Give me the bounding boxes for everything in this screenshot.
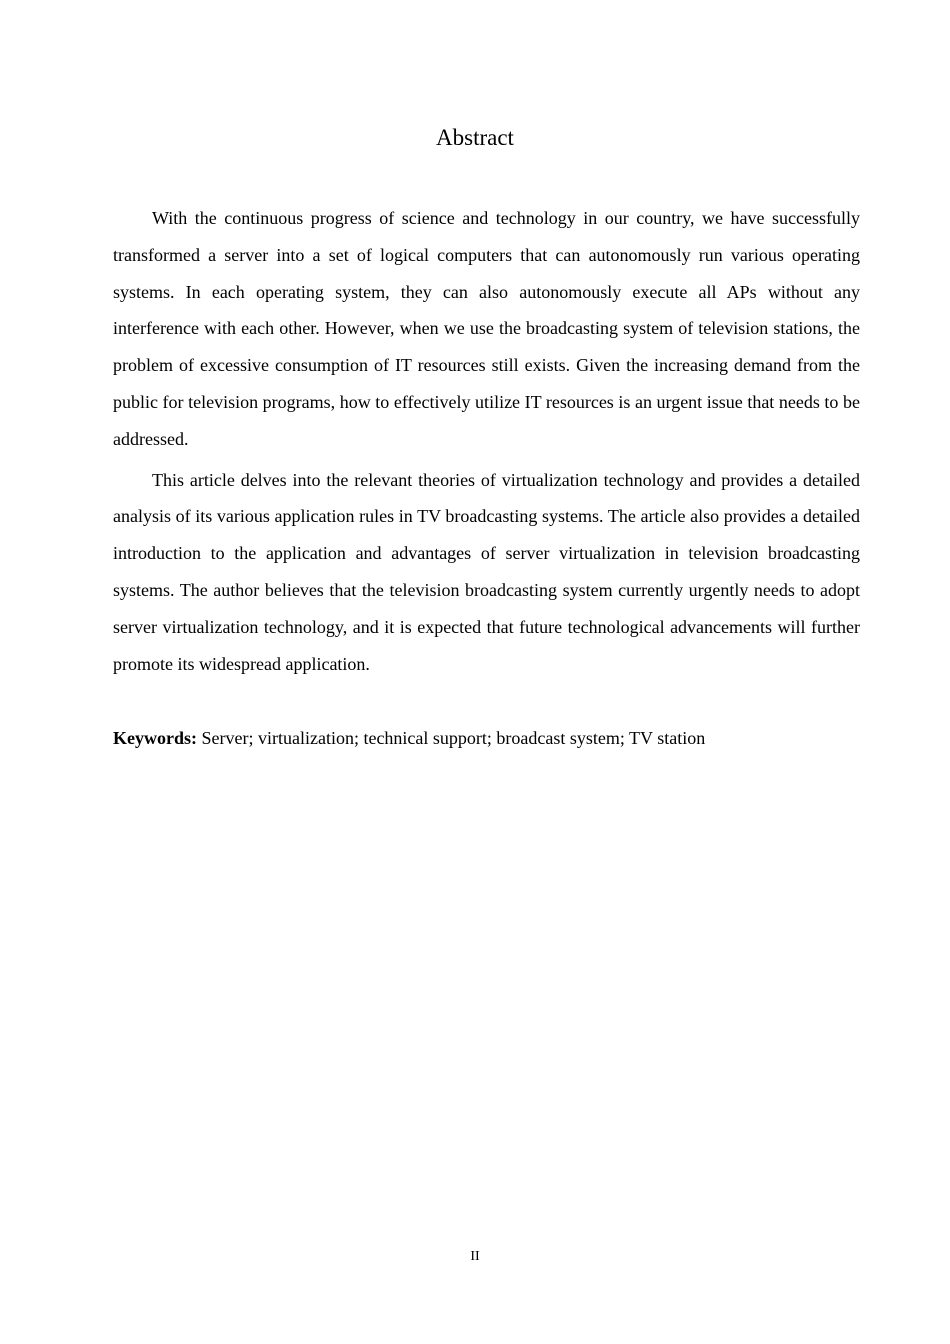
page-number: II	[470, 1249, 480, 1264]
abstract-paragraph-1: With the continuous progress of science and technology in our country, we have successfully transformed a server into a set of logical computers that can autonomously run various operating systems. In each operating system, they can also autonomously execute all APs without any interference with each other. However, when we use the broadcasting system of television stations, the problem of excessive consumption of IT resources still exists. Given the increasing demand from the public for television programs, how to effectively utilize IT resources is an urgent issue that needs to be addressed.	[113, 208, 860, 449]
abstract-paragraph-2: This article delves into the relevant theories of virtualization technology and provides a detailed analysis of its various application rules in TV broadcasting systems. The article also provides a detailed introduction to the application and advantages of server virtualization in television broadcasting systems. The author believes that the television broadcasting system currently urgently needs to adopt server virtualization technology, and it is expected that future technological advancements will further promote its widespread application.	[113, 469, 860, 674]
abstract-title: Abstract	[436, 125, 514, 150]
keywords-label: Keywords:	[113, 728, 197, 748]
abstract-body	[113, 200, 860, 682]
keywords-line	[113, 722, 860, 754]
keywords-value: Server; virtualization; technical support; broadcast system; TV station	[201, 728, 706, 748]
